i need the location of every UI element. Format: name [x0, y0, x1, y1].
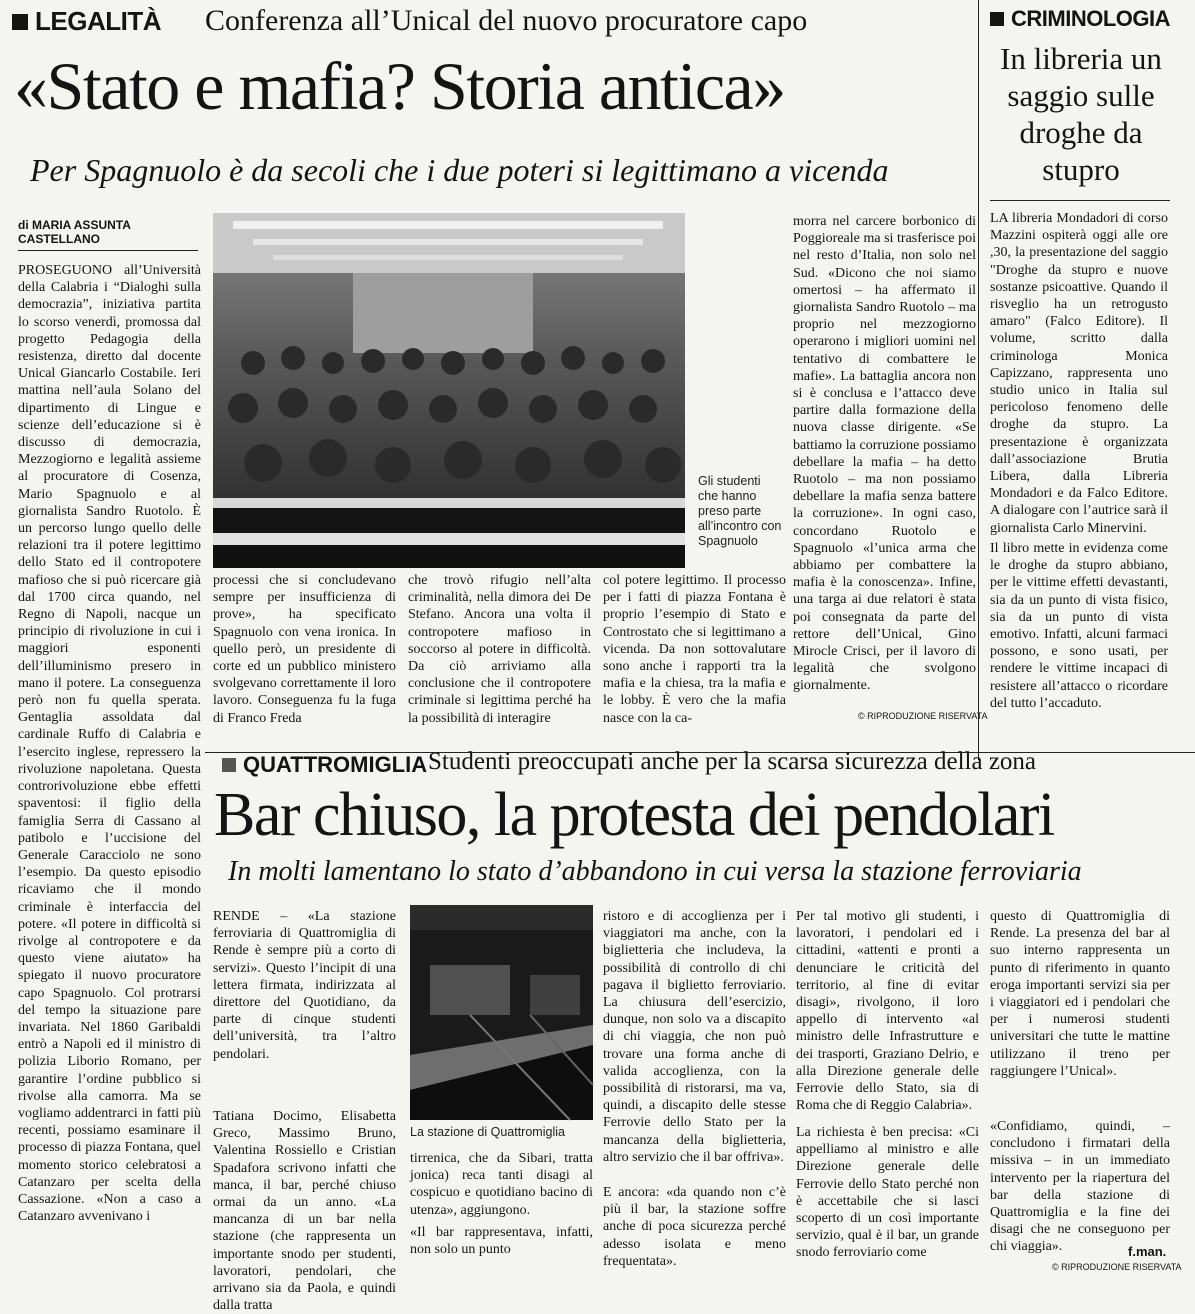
copyright-notice: © RIPRODUZIONE RISERVATA [858, 711, 988, 721]
side-article-title: In libreria un saggio sulle droghe da stupro [1000, 41, 1162, 187]
section-square-icon [12, 14, 28, 30]
article-title: «Stato e mafia? Storia antica» [14, 48, 785, 124]
column-divider [978, 0, 979, 760]
article-column-3: che trovò rifugio nell’alta criminalità, nella dimora dei De Stefano. Ancora una volta il contropotere mafioso in soccorso al potere in difficoltà. Da ciò arriviamo alla conclusione che il contropotere criminale si legittima perché ha la possibilità di interagire [408, 573, 591, 726]
article-subtitle: Per Spagnuolo è da secoli che i due poteri si legittimano a vicenda [30, 152, 889, 188]
article-column-5: questo di Quattromiglia di Rende. La presenza del bar al suo interno rappresenta un punto di riferimento in quanto eroga importanti servizi sia per i viaggiatori ed i pendolari che per i numerosi studenti universitari che tutte le mattine utilizzano il treno per raggiungere l’Unical». [990, 909, 1170, 1079]
article-column-4b: La richiesta è ben precisa: «Ci appelliamo al ministro e alle Direzione generale delle Ferrovie dello Stato perché non è accettabile che si lasci scoperto di un così importante servizio, qual è il bar, un grande snodo ferroviario come [796, 1125, 979, 1261]
article-column-2: Tatiana Docimo, Elisabetta Greco, Massimo Bruno, Valentina Rossiello e Cristian Spadafora scrivono infatti che manca, il bar, perché chiuso ormai da un anno. «La mancanza di un bar nella stazione (che rappresenta un importante snodo per studenti, lavoratori, pendolari, che arrivano sia da Paola, e quindi dalla tratta [213, 1109, 396, 1314]
article-column-4: col potere legittimo. Il processo per i fatti di piazza Fontana è proprio l’esempio di Stato e Controstato che si legittimano a vicenda. Da non sottovalutare sono anche i rapporti tra la mafia e la chiesa, tra la mafia e le lobby. È vero che la mafia nasce con la ca- [603, 573, 786, 726]
article-column-2c: tirrenica, che da Sibari, tratta jonica) reca tanti disagi al cospicuo e quotidiano bacino di utenza», aggiungono. [410, 1151, 593, 1218]
photo-caption: La stazione di Quattromiglia [410, 1125, 565, 1139]
copyright-notice: © RIPRODUZIONE RISERVATA [1052, 1262, 1182, 1272]
article-column-5: morra nel carcere borbonico di Poggioreale ma si trasferisce poi nel resto d’Italia, non solo nel Sud. «Dicono che noi siamo omertosi – ha affermato il giornalista Sandro Ruotolo – ma proprio nel mezzogiorno operarono i migliori uomini nel tentativo di combattere le mafie». La battaglia ancora non si è conclusa e l’attacco deve partire dalla formazione della nuova classe dirigente. «Se battiamo la corruzione possiamo debellare la mafia – ha detto Ruotolo – ma non possiamo debellare la mafia senza battere la corruzione». In ogni caso, concordano Ruotolo e Spagnuolo «l’unica arma che abbiamo per combattere la mafia è la conoscenza». Infine, una targa ai due relatori è stata poi consegnata da parte del rettore dell’Unical, Gino Mirocle Crisci, per il lavoro di legalità che svolgono giornalmente. [793, 214, 976, 694]
article-column-5b: «Confidiamo, quindi, – concludono i firmatari della missiva – in un immediato intervento per la riapertura del bar della stazione di Quattromiglia e la fine dei disagi che ne conseguono per chi viaggia». [990, 1119, 1170, 1255]
article-column-2: processi che si concludevano sempre per insufficienza di prove», ha specificato Spagnuolo con vena ironica. In quello però, un presidente di corte ed un pubblico ministero svolgevano correttamente il loro lavoro. Conseguenza fu la fuga di Franco Freda [213, 573, 396, 726]
signature: f.man. [1128, 1244, 1167, 1259]
kicker-text: QUATTROMIGLIA [243, 752, 428, 777]
article-column-3: ristoro e di accoglienza per i viaggiatori ma anche, con la biglietteria che includeva, la possibilità di controllo di chi pagava il biglietto ferroviario. La chiusura dell’esercizio, dunque, non solo va a discapito di chi viaggia, che non può trovare una forma anche di valida accoglienza, con la possibilità di ristorarsi, ma va, quindi, a discapito delle stesse Ferrovie dello Stato per la mancanza della biglietteria, altro servizio che il bar offriva». [603, 909, 786, 1165]
station-photo [410, 905, 593, 1120]
article-deck: Conferenza all’Unical del nuovo procuratore capo [205, 4, 808, 37]
section-kicker-criminologia [990, 6, 1170, 32]
article-column-1: PROSEGUONO all’Università della Calabria i “Dialoghi sulla democrazia”, iniziativa partita lo scorso venerdì, promossa dal progetto Pedagogia della resistenza, diretto dal docente Unical Giancarlo Costabile. Ieri mattina nell’aula Solano del dipartimento di Lingue e scienze dell’educazione si è discusso di democrazia, Mezzogiorno e legalità assieme al procuratore di Cosenza, Mario Spagnuolo e al giornalista Sandro Ruotolo. È un percorso lungo quello delle relazioni tra il potere legittimo dello Stato ed il contropotere mafioso che si può ricercare già dal 1700 circa quando, nel Regno di Napoli, nacque un principio di rivoluzione in cui i maggiori esponenti dell’illuminismo presero in mano il potere. La conseguenza però non fu quella sperata. Gentaglia assoldata dal cardinale Ruffo di Calabria e l’esercito inglese, repressero la rivoluzione napoletana. Questa controrivoluzione ebbe effetti spaventosi: il figlio della famiglia Serra di Cassano al patibolo e l’uccisione del Generale Caracciolo ne sono l’esempio. Da questo episodio ricaviamo che il mondo criminale è interfaccia del potere. «Il potere in difficoltà si rivolge al contropotere e da questo viene aiutato» ha spiegato il nuovo procuratore capo Spagnuolo. Col protrarsi del tempo la situazione pare invariata. Nel 1860 Garibaldi entrò a Napoli ed il ministro di polizia Liborio Romano, per garantire l’ordine pubblico si rivolse alla camorra. Ma se vogliamo addentrarci in fatti più recenti, possiamo esaminare il processo di piazza Fontana, quel momento storico celebratosi a Catanzaro per scelta della Cassazione. «Non a caso a Catanzaro avvenivano i [18, 263, 201, 1225]
section-kicker-legalita [12, 6, 161, 37]
article-column-3b: E ancora: «da quando non c’è più il bar, la stazione soffre anche di poca sicurezza perché adesso isolata e meno frequentata». [603, 1185, 786, 1269]
section-square-icon [222, 758, 236, 772]
article-column-2d: «Il bar rappresentava, infatti, non solo un punto [410, 1225, 593, 1258]
byline: di MARIA ASSUNTA CASTELLANO [18, 218, 131, 246]
side-article-body-2: Il libro mette in evidenza come le droghe da stupro abbiano, per le vittime effetti devastanti, sia da un punto di vista fisico, sia da un punto di vista emotivo. Infatti, alcuni farmaci possono, e sono usati, per rendere le vittime incapaci di resistere all’attacco o ricordare del tutto l’accaduto. [990, 541, 1168, 711]
side-article-body: LA libreria Mondadori di corso Mazzini ospiterà oggi alle ore ,30, la presentazione del saggio "Droghe da stupro e nuove sostanze psicoattive. Quando il risveglio ha un retrogusto amaro" (Falco Editore). Il volume, scritto dalla criminologa Monica Capizzano, rappresenta uno studio unico in Italia sul pericoloso fenomeno delle droghe da stupro. La presentazione è organizzata dall’associazione Brutia Libera, dalla Libreria Mondadori e da Falco Editore. A dialogare con l’autrice sarà il giornalista Carlo Minervini. [990, 211, 1168, 536]
article-title: Bar chiuso, la protesta dei pendolari [214, 781, 1054, 849]
photo-caption: Gli studenti che hanno preso parte all’incontro con Spagnuolo [698, 474, 782, 548]
students-photo [213, 213, 685, 568]
article-deck: Studenti preoccupati anche per la scarsa sicurezza della zona [428, 748, 1037, 775]
section-square-icon [990, 12, 1004, 26]
article-column-4: Per tal motivo gli studenti, i lavoratori, i pendolari ed i cittadini, «attenti e pronti a denunciare le criticità del territorio, al fine di evitar disagi», rivolgono, il loro appello di intervento «al ministro delle Infrastrutture e dei trasporti, Graziano Delrio, e alla Direzione generale delle Ferrovie dello Stato, sia di Roma che di Reggio Calabria». [796, 909, 979, 1114]
kicker-text: CRIMINOLOGIA [1011, 6, 1170, 31]
side-divider [990, 200, 1170, 201]
article-subtitle: In molti lamentano lo stato d’abbandono in cui versa la stazione ferroviaria [228, 856, 1082, 887]
article-column-1: RENDE – «La stazione ferroviaria di Quattromiglia di Rende è sempre più a corto di servizi». Questo l’incipit di una lettera firmata, indirizzata al direttore del Quotidiano, da parte di cinque studenti dell’università, tra l’altro pendolari. [213, 909, 396, 1062]
section-kicker-quattromiglia [222, 752, 427, 778]
byline-divider [18, 250, 198, 251]
kicker-text: LEGALITÀ [35, 6, 161, 36]
